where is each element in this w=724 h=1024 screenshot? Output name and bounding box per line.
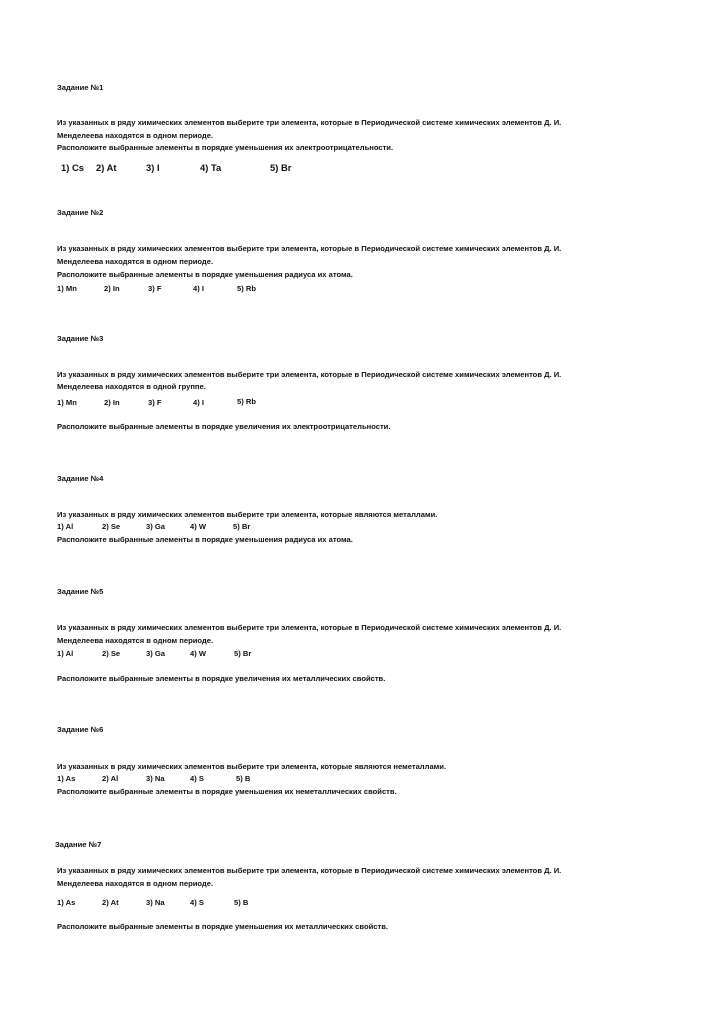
task-6-instruction: Расположите выбранные элементы в порядке уменьшения их неметаллических свойств. [57, 787, 397, 796]
task-6-option-5: 5) B [236, 774, 251, 783]
task-7-line-2: Менделеева находятся в одном периоде. [57, 879, 214, 888]
task-3-line-1: Из указанных в ряду химических элементов выберите три элемента, которые в Периодической системе химических элементов Д. И. [57, 370, 562, 379]
task-2-option-1: 1) Mn [57, 284, 77, 293]
task-1-line-1: Из указанных в ряду химических элементов выберите три элемента, которые в Периодической системе химических элементов Д. И. [57, 118, 562, 127]
task-4-line-1: Из указанных в ряду химических элементов выберите три элемента, которые являются металлами. [57, 510, 438, 519]
task-7-option-1: 1) As [57, 898, 76, 907]
task-7-line-1: Из указанных в ряду химических элементов выберите три элемента, которые в Периодической системе химических элементов Д. И. [57, 866, 562, 875]
task-4-option-4: 4) W [190, 522, 207, 531]
task-1-option-2: 2) At [96, 162, 117, 173]
task-5-line-2: Менделеева находятся в одном периоде. [57, 636, 214, 645]
task-2-option-4: 4) I [193, 284, 204, 293]
task-1-option-4: 4) Ta [200, 162, 222, 173]
task-4-option-2: 2) Se [102, 522, 121, 531]
task-3-line-2: Менделеева находятся в одной группе. [57, 382, 206, 391]
task-4-option-1: 1) Al [57, 522, 74, 531]
task-6-title: Задание №6 [57, 725, 104, 734]
task-5-line-1: Из указанных в ряду химических элементов выберите три элемента, которые в Периодической системе химических элементов Д. И. [57, 623, 562, 632]
task-5-option-4: 4) W [190, 649, 207, 658]
task-4-instruction: Расположите выбранные элементы в порядке уменьшения радиуса их атома. [57, 535, 353, 544]
task-1-option-3: 3) I [146, 162, 160, 173]
task-5-title: Задание №5 [57, 587, 104, 596]
task-6-option-1: 1) As [57, 774, 76, 783]
task-6-option-2: 2) Al [102, 774, 119, 783]
task-7-option-3: 3) Na [146, 898, 165, 907]
task-3-option-2: 2) In [104, 398, 120, 407]
task-6-option-4: 4) S [190, 774, 204, 783]
task-1-option-1: 1) Cs [61, 162, 84, 173]
task-7-instruction: Расположите выбранные элементы в порядке уменьшения их металлических свойств. [57, 922, 388, 931]
task-4-title: Задание №4 [57, 474, 104, 483]
task-5-instruction: Расположите выбранные элементы в порядке увеличения их металлических свойств. [57, 674, 386, 683]
task-5-option-5: 5) Br [234, 649, 252, 658]
task-3-option-5: 5) Rb [237, 397, 256, 406]
task-5-option-1: 1) Al [57, 649, 74, 658]
task-7-option-5: 5) B [234, 898, 249, 907]
task-4-option-3: 3) Ga [146, 522, 165, 531]
task-2-line-2: Менделеева находятся в одном периоде. [57, 257, 214, 266]
task-1-title: Задание №1 [57, 83, 104, 92]
task-4-option-5: 5) Br [233, 522, 251, 531]
task-3-option-1: 1) Mn [57, 398, 77, 407]
task-6-line-1: Из указанных в ряду химических элементов выберите три элемента, которые являются неметаллами. [57, 762, 447, 771]
task-2-option-2: 2) In [104, 284, 120, 293]
task-2-line-3: Расположите выбранные элементы в порядке уменьшения радиуса их атома. [57, 270, 353, 279]
task-2-option-3: 3) F [148, 284, 162, 293]
task-7-title: Задание №7 [55, 840, 102, 849]
task-2-title: Задание №2 [57, 208, 104, 217]
task-3-option-4: 4) I [193, 398, 204, 407]
task-6-option-3: 3) Na [146, 774, 165, 783]
task-5-option-2: 2) Se [102, 649, 121, 658]
task-5-option-3: 3) Ga [146, 649, 165, 658]
task-1-line-2: Менделеева находятся в одном периоде. [57, 131, 214, 140]
task-7-option-2: 2) At [102, 898, 119, 907]
task-3-option-3: 3) F [148, 398, 162, 407]
task-3-instruction: Расположите выбранные элементы в порядке увеличения их электроотрицательности. [57, 422, 391, 431]
task-1-line-3: Расположите выбранные элементы в порядке уменьшения их электроотрицательности. [57, 143, 394, 152]
task-1-option-5: 5) Br [270, 162, 292, 173]
task-3-title: Задание №3 [57, 334, 104, 343]
task-2-option-5: 5) Rb [237, 284, 256, 293]
task-7-option-4: 4) S [190, 898, 204, 907]
task-2-line-1: Из указанных в ряду химических элементов выберите три элемента, которые в Периодической системе химических элементов Д. И. [57, 244, 562, 253]
